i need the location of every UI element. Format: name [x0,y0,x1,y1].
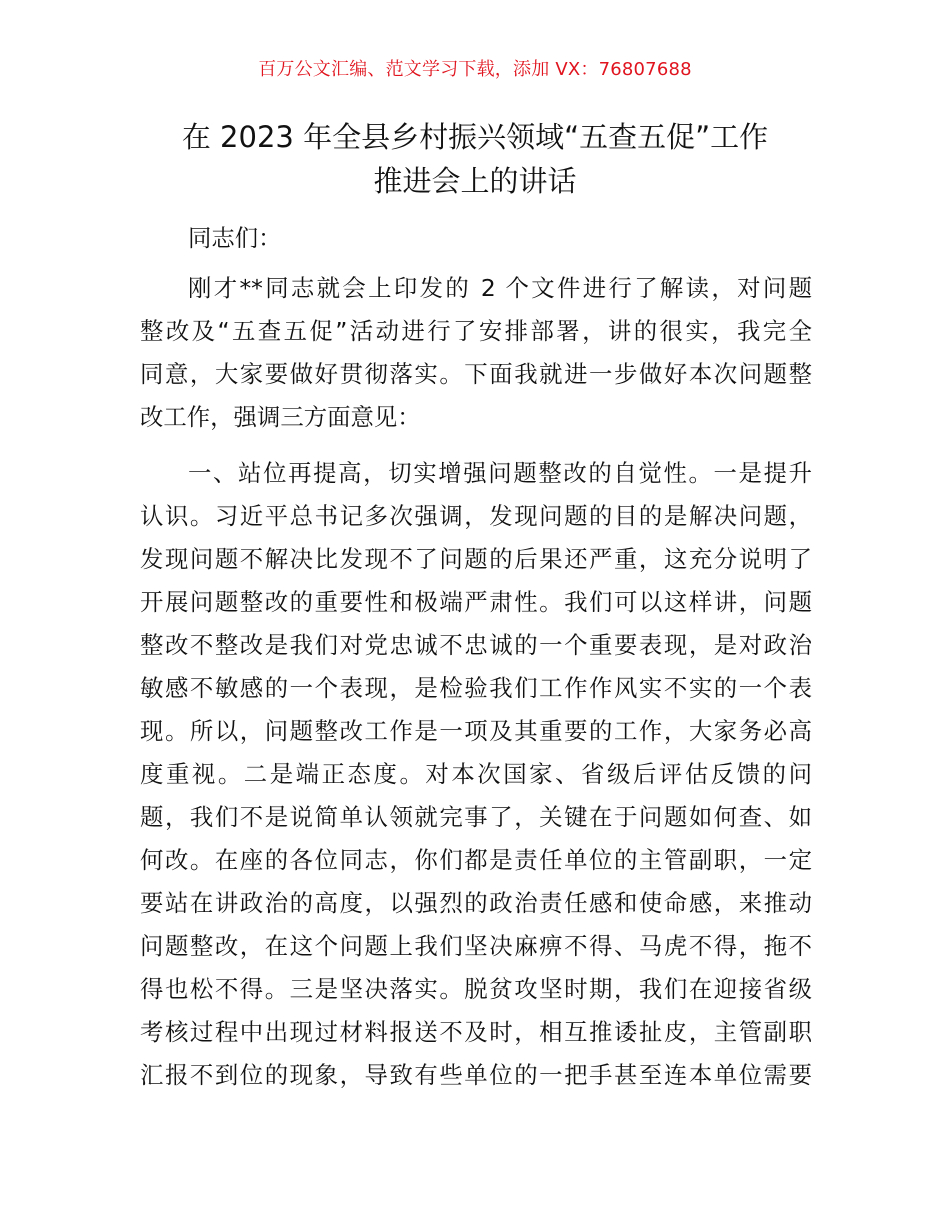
watermark-banner: 百万公文汇编、范文学习下载，添加 VX：76807688 [258,59,692,80]
paragraph-line: 一、站位再提高，切实增强问题整改的自觉性。一是提升 [188,459,812,487]
paragraph-line: 整改不整改是我们对党忠诚不忠诚的一个重要表现，是对政治 [140,631,812,659]
paragraph-line: 问题整改，在这个问题上我们坚决麻痹不得、马虎不得，拖不 [140,932,812,960]
paragraph-line: 得也松不得。三是坚决落实。脱贫攻坚时期，我们在迎接省级 [140,975,812,1003]
paragraph-line: 改工作，强调三方面意见： [140,403,421,431]
paragraph-line: 敏感不敏感的一个表现，是检验我们工作作风实不实的一个表 [140,674,812,702]
paragraph-line: 题，我们不是说简单认领就完事了，关键在于问题如何查、如 [140,803,812,831]
paragraph-line: 发现问题不解决比发现不了问题的后果还严重，这充分说明了 [140,545,812,573]
salutation: 同志们： [188,224,282,252]
paragraph-line: 汇报不到位的现象，导致有些单位的一把手甚至连本单位需要 [140,1061,812,1089]
paragraph-line: 要站在讲政治的高度，以强烈的政治责任感和使命感，来推动 [140,889,812,917]
paragraph-line: 整改及“五查五促”活动进行了安排部署，讲的很实，我完全 [140,317,812,345]
paragraph-line: 何改。在座的各位同志，你们都是责任单位的主管副职，一定 [140,846,812,874]
paragraph-line: 度重视。二是端正态度。对本次国家、省级后评估反馈的问 [140,760,812,788]
paragraph-line: 认识。习近平总书记多次强调，发现问题的目的是解决问题， [140,502,812,530]
paragraph-line: 刚才**同志就会上印发的 2 个文件进行了解读，对问题 [188,274,812,302]
document-title-line-2: 推进会上的讲话 [373,164,577,198]
document-title-line-1: 在 2023 年全县乡村振兴领域“五查五促”工作 [181,120,769,154]
paragraph-line: 现。所以，问题整改工作是一项及其重要的工作，大家务必高 [140,717,812,745]
paragraph-line: 同意，大家要做好贯彻落实。下面我就进一步做好本次问题整 [140,360,812,388]
paragraph-line: 考核过程中出现过材料报送不及时，相互推诿扯皮，主管副职 [140,1018,812,1046]
paragraph-line: 开展问题整改的重要性和极端严肃性。我们可以这样讲，问题 [140,588,812,616]
